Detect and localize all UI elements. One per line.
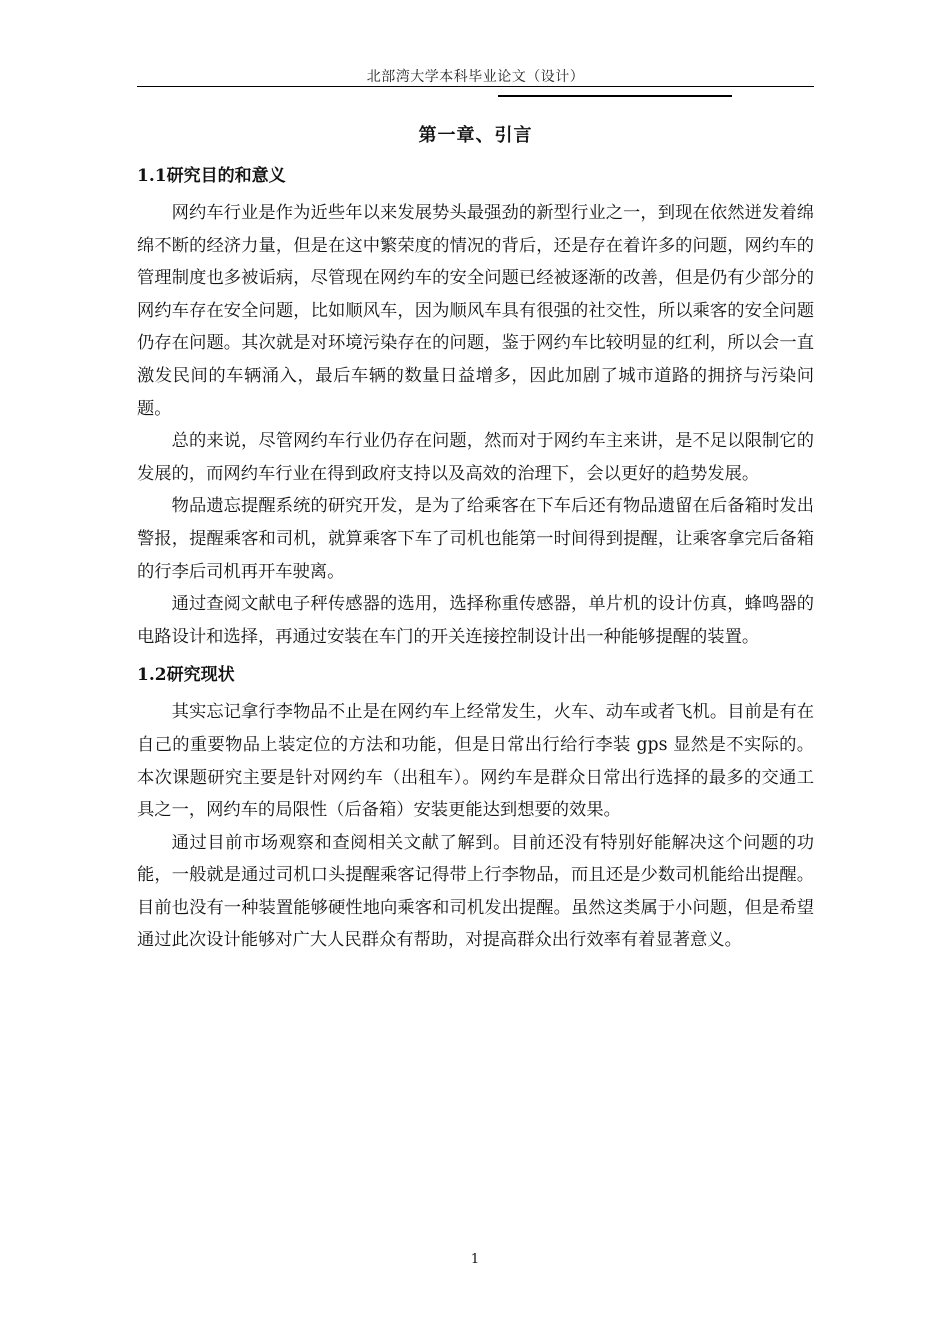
header-rule xyxy=(137,86,814,87)
paragraph: 物品遗忘提醒系统的研究开发，是为了给乘客在下车后还有物品遗留在后备箱时发出警报，提醒乘客和司机，就算乘客下车了司机也能第一时间得到提醒，让乘客拿完后备箱的行李后司机再开车驶离。 xyxy=(137,496,814,582)
paragraph: 通过目前市场观察和查阅相关文献了解到。目前还没有特别好能解决这个问题的功能，一般就是通过司机口头提醒乘客记得带上行李物品，而且还是少数司机能给出提醒。目前也没有一种装置能够硬性地向乘客和司机发出提醒。虽然这类属于小问题，但是希望通过此次设计能够对广大人民群众有帮助，对提高群众出行效率有着显著意义。 xyxy=(137,832,814,951)
section-heading: 1.1研究目的和意义 xyxy=(137,166,286,186)
paragraph: 通过查阅文献电子秤传感器的选用，选择称重传感器，单片机的设计仿真，蜂鸣器的电路设计和选择，再通过安装在车门的开关连接控制设计出一种能够提醒的装置。 xyxy=(137,594,814,647)
paragraph: 总的来说，尽管网约车行业仍存在问题，然而对于网约车主来讲，是不足以限制它的发展的，而网约车行业在得到政府支持以及高效的治理下，会以更好的趋势发展。 xyxy=(137,431,814,484)
header-subrule xyxy=(498,95,732,97)
page-number: 1 xyxy=(470,1252,480,1267)
paragraph: 网约车行业是作为近些年以来发展势头最强劲的新型行业之一，到现在依然迸发着绵绵不断的经济力量，但是在这中繁荣度的情况的背后，还是存在着许多的问题，网约车的管理制度也多被诟病，尽管现在网约车的安全问题已经被逐渐的改善，但是仍有少部分的网约车存在安全问题，比如顺风车，因为顺风车具有很强的社交性，所以乘客的安全问题仍存在问题。其次就是对环境污染存在的问题，鉴于网约车比较明显的红利，所以会一直激发民间的车辆涌入，最后车辆的数量日益增多，因此加剧了城市道路的拥挤与污染问题。 xyxy=(137,203,814,419)
section-heading: 1.2研究现状 xyxy=(137,665,235,686)
section-1-1 xyxy=(137,160,814,653)
running-header: 北部湾大学本科毕业论文（设计） xyxy=(366,69,585,85)
section-1-2 xyxy=(137,659,814,957)
paragraph: 其实忘记拿行李物品不止是在网约车上经常发生，火车、动车或者飞机。目前是有在自己的重要物品上装定位的方法和功能，但是日常出行给行李装 gps 显然是不实际的。本次课题研究主要是针对网约车（出租车）。网约车是群众日常出行选择的最多的交通工具之一，网约车的局限性（后备箱）安装更能达到想要的效果。 xyxy=(137,702,814,821)
body-content xyxy=(137,160,814,957)
chapter-title: 第一章、引言 xyxy=(418,125,533,146)
